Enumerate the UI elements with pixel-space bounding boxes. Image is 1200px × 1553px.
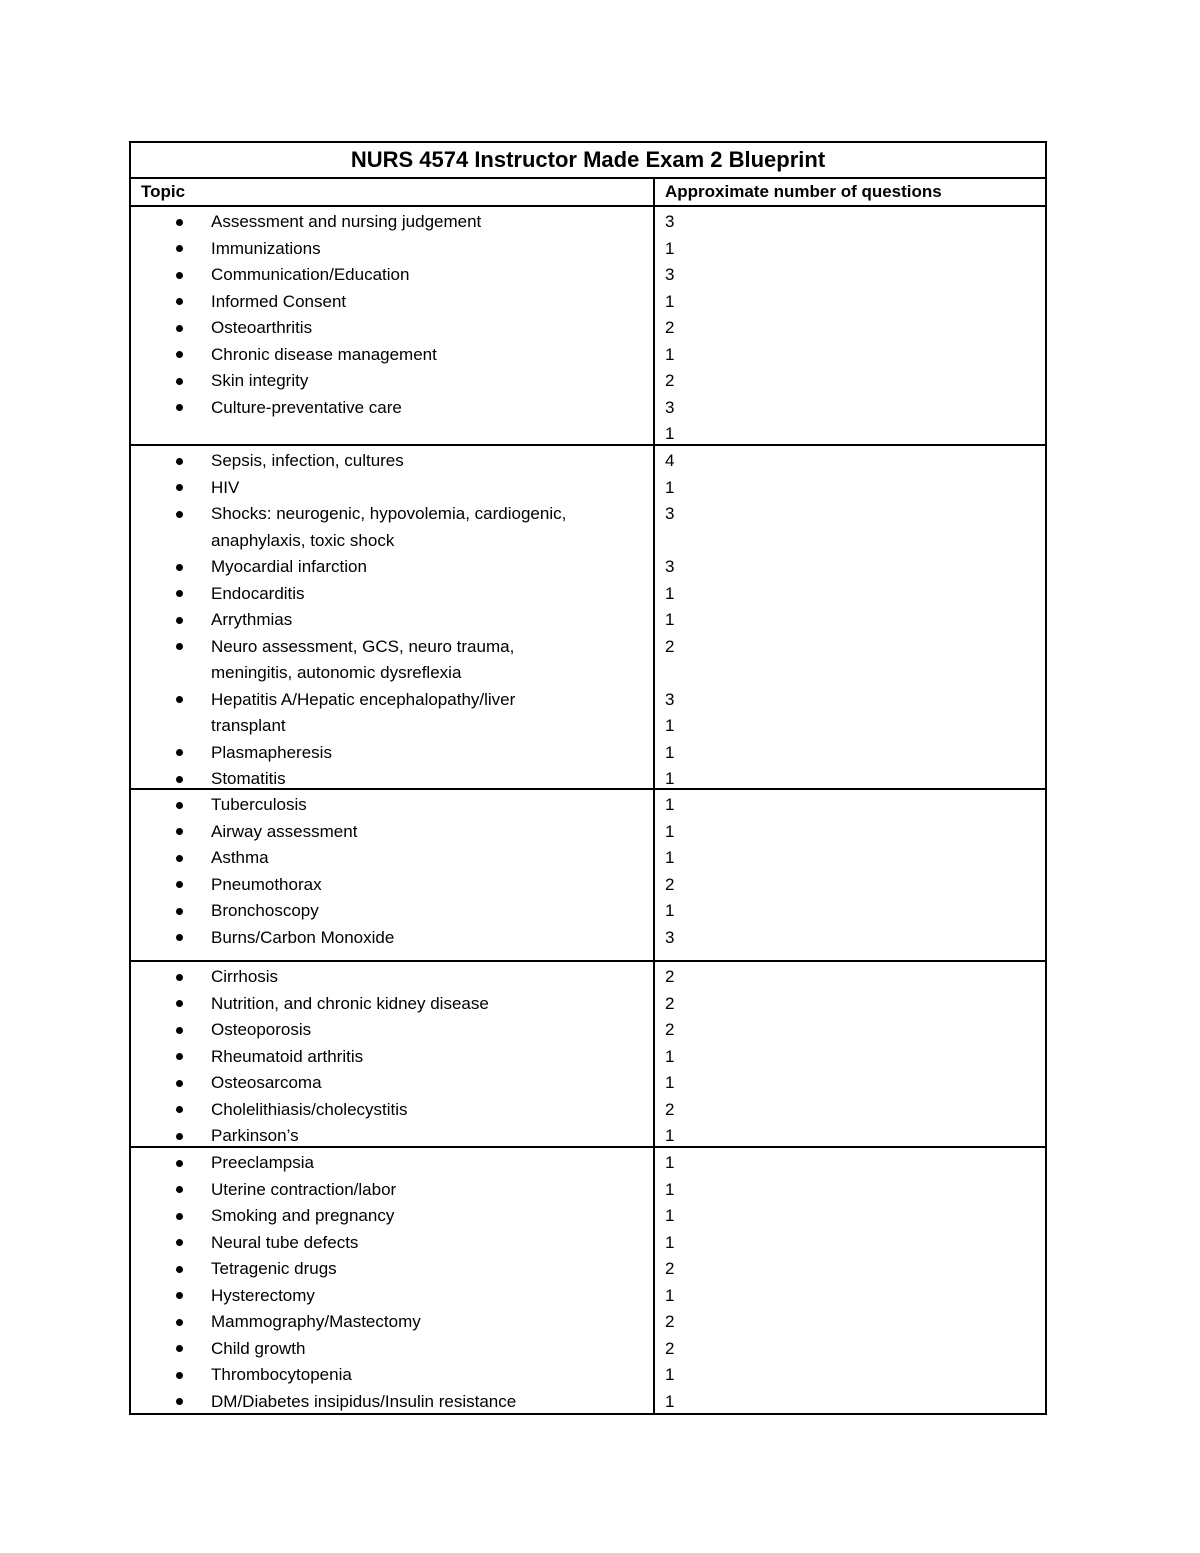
question-count: 1: [665, 424, 675, 443]
bullet-icon: [174, 475, 184, 502]
topic-group: [131, 962, 1045, 1148]
question-count: 1: [665, 1046, 675, 1066]
bullet-icon: [174, 792, 184, 819]
topic-list-item: [131, 687, 653, 740]
topic-text: Skin integrity: [211, 371, 309, 390]
topic-text: Rheumatoid arthritis: [211, 1046, 364, 1066]
topic-group: [131, 207, 1045, 446]
bullet-icon: [174, 819, 184, 846]
topic-text: Osteoarthritis: [211, 318, 313, 337]
topic-text: anaphylaxis, toxic shock: [211, 530, 395, 550]
topic-text: Sepsis, infection, cultures: [211, 451, 404, 470]
bullet-icon: [174, 448, 184, 475]
topic-text: Mammography/Mastectomy: [211, 1312, 421, 1331]
topic-list-item: [131, 607, 653, 634]
topic-list-item: [131, 766, 653, 793]
topic-text: Cirrhosis: [211, 967, 279, 986]
topic-text: Asthma: [211, 848, 269, 867]
bullet-icon: [174, 845, 184, 872]
topic-text: Uterine contraction/labor: [211, 1179, 397, 1199]
question-count: 2: [665, 636, 675, 656]
topic-text: Neuro assessment, GCS, neuro trauma,: [211, 636, 515, 656]
bullet-icon: [174, 1362, 184, 1389]
bullet-icon: [174, 991, 184, 1018]
topic-list-item: [131, 475, 653, 502]
topic-list-item: [131, 1070, 653, 1097]
topic-list-item: [131, 964, 653, 991]
topic-text: Hepatitis A/Hepatic encephalopathy/liver: [211, 689, 516, 709]
question-count: 2: [665, 993, 675, 1013]
topic-list-item: [131, 1389, 653, 1416]
topic-list-item: [131, 1017, 653, 1044]
topic-list-item: [131, 1256, 653, 1283]
topic-text: Endocarditis: [211, 583, 305, 603]
question-count: 4: [665, 451, 675, 470]
bullet-icon: [174, 368, 184, 395]
question-count: 1: [665, 1179, 675, 1199]
topic-text: Neural tube defects: [211, 1232, 359, 1252]
count-column: [655, 1148, 1045, 1413]
topic-list-item: [131, 1362, 653, 1389]
topic-text: Pneumothorax: [211, 874, 322, 894]
topic-text: Arrythmias: [211, 610, 293, 629]
topic-list-item: [131, 1044, 653, 1071]
topic-text: DM/Diabetes insipidus/Insulin resistance: [211, 1391, 517, 1411]
question-count: 1: [665, 238, 675, 258]
topic-list-item: [131, 1336, 653, 1363]
question-count: [665, 528, 1045, 555]
question-count: [665, 660, 1045, 687]
topic-text: Myocardial infarction: [211, 557, 367, 576]
topic-list-item: [131, 395, 653, 422]
question-count: 2: [665, 1259, 675, 1278]
bullet-icon: [174, 925, 184, 952]
question-count: 1: [665, 821, 675, 841]
blueprint-table: [129, 141, 1047, 1415]
bullet-icon: [174, 1097, 184, 1124]
bullet-icon: [174, 1070, 184, 1097]
topic-text: meningitis, autonomic dysreflexia: [211, 663, 462, 682]
bullet-icon: [174, 1230, 184, 1257]
topic-text: Plasmapheresis: [211, 742, 332, 762]
topic-list-item: [131, 1203, 653, 1230]
bullet-icon: [174, 766, 184, 793]
question-count: 3: [665, 689, 675, 709]
bullet-icon: [174, 501, 184, 528]
question-count: 1: [665, 1365, 675, 1384]
topic-list-item: [131, 1177, 653, 1204]
topic-text: Informed Consent: [211, 291, 347, 311]
question-count: 1: [665, 769, 675, 788]
topic-list-item: [131, 554, 653, 581]
topic-list-item: [131, 501, 653, 554]
question-count: 1: [665, 583, 675, 603]
question-count: 2: [665, 371, 675, 390]
topic-list-item: [131, 1123, 653, 1150]
topic-text: Osteoporosis: [211, 1020, 312, 1039]
bullet-icon: [174, 1256, 184, 1283]
topic-group: [131, 1148, 1045, 1413]
question-count: 3: [665, 397, 675, 417]
question-count: 3: [665, 212, 675, 231]
topic-list-item: [131, 1230, 653, 1257]
count-column: [655, 962, 1045, 1146]
question-count: 1: [665, 848, 675, 867]
topic-text: Parkinson’s: [211, 1126, 299, 1145]
topic-list-item: [131, 315, 653, 342]
topic-list-item: [131, 925, 653, 952]
count-column: [655, 790, 1045, 960]
topic-text: Culture-preventative care: [211, 397, 402, 417]
topic-text: Cholelithiasis/cholecystitis: [211, 1099, 408, 1119]
question-count: 1: [665, 610, 675, 629]
topic-list-item: [131, 1150, 653, 1177]
topic-text: Airway assessment: [211, 821, 358, 841]
question-count: 2: [665, 318, 675, 337]
topic-list-item: [131, 819, 653, 846]
bullet-icon: [174, 262, 184, 289]
question-count: 2: [665, 967, 675, 986]
bullet-icon: [174, 1389, 184, 1416]
question-count: 1: [665, 901, 675, 920]
topic-list-item: [131, 209, 653, 236]
topic-list-item: [131, 792, 653, 819]
topic-list-item: [131, 1309, 653, 1336]
bullet-icon: [174, 1283, 184, 1310]
question-count: 3: [665, 927, 675, 947]
question-count: 1: [665, 1285, 675, 1305]
topic-text: Child growth: [211, 1338, 306, 1358]
bullet-icon: [174, 236, 184, 263]
count-column: [655, 446, 1045, 788]
bullet-icon: [174, 964, 184, 991]
question-count: 2: [665, 874, 675, 894]
question-count: 1: [665, 1073, 675, 1092]
bullet-icon: [174, 1017, 184, 1044]
bullet-icon: [174, 342, 184, 369]
bullet-icon: [174, 289, 184, 316]
bullet-icon: [174, 1177, 184, 1204]
topic-text: Hysterectomy: [211, 1285, 315, 1305]
topic-text: Immunizations: [211, 238, 321, 258]
bullet-icon: [174, 1123, 184, 1150]
question-count: 1: [665, 291, 675, 311]
topic-list-item: [131, 581, 653, 608]
bullet-icon: [174, 687, 184, 714]
bullet-icon: [174, 209, 184, 236]
question-count: 1: [665, 344, 675, 364]
topic-list-item: [131, 1283, 653, 1310]
topic-text: transplant: [211, 716, 286, 735]
bullet-icon: [174, 740, 184, 767]
topic-list-item: [131, 289, 653, 316]
topic-text: HIV: [211, 477, 240, 497]
topic-text: Tuberculosis: [211, 795, 307, 814]
count-column: [655, 207, 1045, 444]
topic-list-item: [131, 1097, 653, 1124]
topic-list-item: [131, 740, 653, 767]
topic-column: [131, 207, 655, 444]
topic-header: Topic: [131, 179, 655, 205]
topic-text: Shocks: neurogenic, hypovolemia, cardiogenic,: [211, 504, 567, 523]
count-header: Approximate number of questions: [665, 182, 942, 201]
topic-list-item: [131, 368, 653, 395]
topic-text: Communication/Education: [211, 265, 410, 284]
bullet-icon: [174, 315, 184, 342]
topic-group: [131, 790, 1045, 962]
topic-text: Nutrition, and chronic kidney disease: [211, 993, 489, 1013]
topic-column: [131, 1148, 655, 1413]
topic-group: [131, 446, 1045, 790]
topic-text: Thrombocytopenia: [211, 1365, 352, 1384]
table-title: NURS 4574 Instructor Made Exam 2 Blueprint: [131, 143, 1045, 179]
topic-list-item: [131, 845, 653, 872]
topic-text: Chronic disease management: [211, 344, 437, 364]
question-count: 1: [665, 1206, 675, 1225]
topic-list-item: [131, 236, 653, 263]
topic-text: Assessment and nursing judgement: [211, 212, 482, 231]
question-count: 1: [665, 1232, 675, 1252]
topic-text: Smoking and pregnancy: [211, 1206, 395, 1225]
topic-groups: [131, 207, 1045, 1413]
topic-list-item: [131, 898, 653, 925]
question-count: 1: [665, 477, 675, 497]
question-count: 1: [665, 1153, 675, 1172]
topic-list-item: [131, 634, 653, 687]
question-count: 3: [665, 504, 675, 523]
question-count: 1: [665, 1391, 675, 1411]
question-count: 1: [665, 742, 675, 762]
bullet-icon: [174, 898, 184, 925]
question-count: 2: [665, 1312, 675, 1331]
topic-list-item: [131, 991, 653, 1018]
bullet-icon: [174, 1203, 184, 1230]
topic-list-item: [131, 872, 653, 899]
topic-list-item: [131, 262, 653, 289]
topic-text: Tetragenic drugs: [211, 1259, 337, 1278]
question-count: 3: [665, 557, 675, 576]
topic-column: [131, 962, 655, 1146]
bullet-icon: [174, 607, 184, 634]
topic-list-item: [131, 448, 653, 475]
bullet-icon: [174, 872, 184, 899]
topic-text: Osteosarcoma: [211, 1073, 322, 1092]
question-count: 1: [665, 1126, 675, 1145]
bullet-icon: [174, 581, 184, 608]
topic-text: Bronchoscopy: [211, 901, 319, 920]
topic-text: Burns/Carbon Monoxide: [211, 927, 395, 947]
bullet-icon: [174, 1150, 184, 1177]
question-count: 1: [665, 795, 675, 814]
topic-text: Stomatitis: [211, 769, 286, 788]
question-count: 1: [665, 716, 675, 735]
topic-column: [131, 446, 655, 788]
bullet-icon: [174, 1336, 184, 1363]
bullet-icon: [174, 634, 184, 661]
question-count: 3: [665, 265, 675, 284]
topic-text: Preeclampsia: [211, 1153, 314, 1172]
topic-list-item: [131, 342, 653, 369]
bullet-icon: [174, 395, 184, 422]
question-count: 2: [665, 1338, 675, 1358]
question-count: 2: [665, 1099, 675, 1119]
bullet-icon: [174, 554, 184, 581]
bullet-icon: [174, 1309, 184, 1336]
question-count: 2: [665, 1020, 675, 1039]
topic-column: [131, 790, 655, 960]
bullet-icon: [174, 1044, 184, 1071]
table-header-row: [131, 179, 1045, 207]
